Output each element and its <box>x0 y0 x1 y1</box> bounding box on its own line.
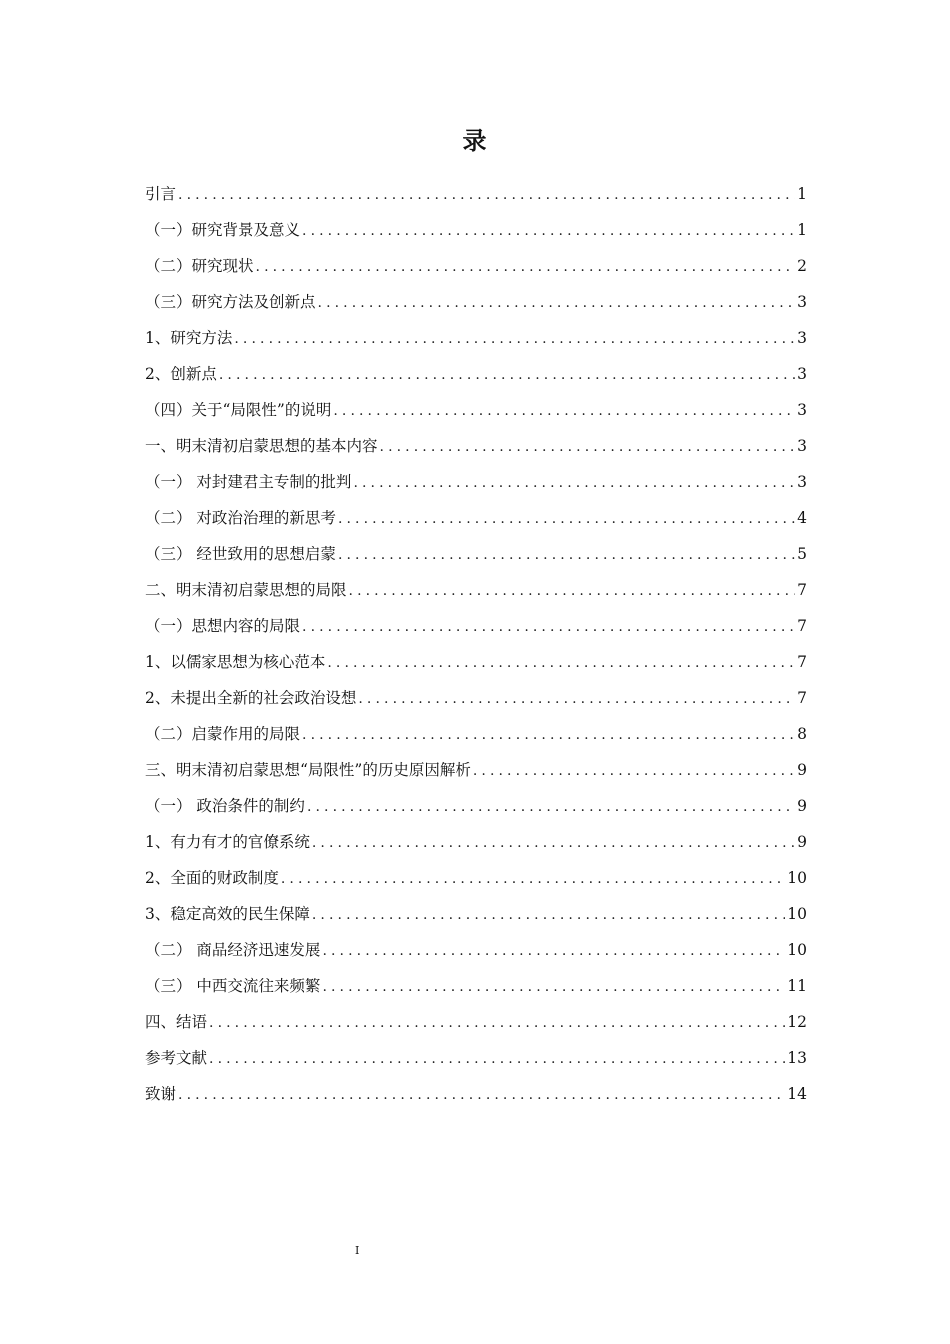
toc-entry-label: （二）研究现状 <box>145 257 254 275</box>
toc-entry[interactable] <box>145 968 807 1004</box>
toc-leader-dots <box>281 861 785 897</box>
toc-leader-dots <box>349 573 796 609</box>
toc-entry-page: 7 <box>797 689 807 707</box>
toc-entry[interactable] <box>145 1076 807 1112</box>
toc-entry-label: 致谢 <box>145 1085 177 1103</box>
toc-entry-page: 10 <box>787 869 807 887</box>
toc-entry[interactable] <box>145 932 807 968</box>
toc-entry[interactable] <box>145 608 807 644</box>
toc-entry[interactable] <box>145 536 807 572</box>
toc-entry-page: 7 <box>797 581 807 599</box>
toc-entry-label: （二）启蒙作用的局限 <box>145 725 301 743</box>
toc-entry-label: （二） 对政治治理的新思考 <box>145 509 336 527</box>
toc-entry[interactable] <box>145 788 807 824</box>
toc-entry-label: 四、结语 <box>145 1013 208 1031</box>
toc-entry[interactable] <box>145 176 807 212</box>
toc-entry[interactable] <box>145 500 807 536</box>
toc-entry[interactable] <box>145 752 807 788</box>
toc-leader-dots <box>380 429 796 465</box>
toc-entry-label: （一）思想内容的局限 <box>145 617 301 635</box>
toc-entry-label: （一）研究背景及意义 <box>145 221 301 239</box>
toc-entry-label: （二） 商品经济迅速发展 <box>145 941 321 959</box>
toc-entry[interactable] <box>145 1004 807 1040</box>
toc-entry-label: （三）研究方法及创新点 <box>145 293 316 311</box>
toc-entry[interactable] <box>145 284 807 320</box>
toc-entry-page: 3 <box>797 293 807 311</box>
toc-entry[interactable] <box>145 212 807 248</box>
toc-entry[interactable] <box>145 356 807 392</box>
toc-entry-page: 9 <box>797 797 807 815</box>
toc-entry-page: 13 <box>787 1049 807 1067</box>
toc-entry-page: 10 <box>787 941 807 959</box>
toc-leader-dots <box>353 465 795 501</box>
toc-entry[interactable] <box>145 644 807 680</box>
toc-entry-page: 3 <box>797 329 807 347</box>
toc-entry-label: 三、明末清初启蒙思想“局限性”的历史原因解析 <box>145 761 471 779</box>
toc-leader-dots <box>302 213 795 249</box>
toc-leader-dots <box>178 1077 785 1113</box>
toc-leader-dots <box>327 645 795 681</box>
toc-entry-page: 3 <box>797 437 807 455</box>
toc-entry-label: 2、未提出全新的社会政治设想 <box>145 689 357 707</box>
toc-entry-page: 11 <box>787 977 807 995</box>
toc-entry-label: 1、有力有才的官僚系统 <box>145 833 310 851</box>
toc-entry-label: 引言 <box>145 185 177 203</box>
toc-entry-label: （四）关于“局限性”的说明 <box>145 401 332 419</box>
toc-leader-dots <box>307 789 795 825</box>
toc-entry[interactable] <box>145 824 807 860</box>
toc-entry-page: 10 <box>787 905 807 923</box>
toc-entry-page: 4 <box>797 509 807 527</box>
toc-leader-dots <box>302 609 795 645</box>
toc-leader-dots <box>219 357 795 393</box>
toc-entry-page: 9 <box>797 833 807 851</box>
toc-leader-dots <box>312 897 785 933</box>
toc-entry[interactable] <box>145 392 807 428</box>
toc-entry-page: 8 <box>797 725 807 743</box>
toc-entry-page: 3 <box>797 365 807 383</box>
toc-entry-label: 2、全面的财政制度 <box>145 869 279 887</box>
toc-entry-page: 12 <box>787 1013 807 1031</box>
toc-leader-dots <box>178 177 795 213</box>
toc-entry-page: 14 <box>787 1085 807 1103</box>
toc-entry-label: （三） 中西交流往来频繁 <box>145 977 321 995</box>
toc-leader-dots <box>338 501 795 537</box>
toc-entry[interactable] <box>145 464 807 500</box>
toc-leader-dots <box>322 969 785 1005</box>
toc-entry[interactable] <box>145 716 807 752</box>
toc-entry-page: 2 <box>797 257 807 275</box>
toc-entry-page: 5 <box>797 545 807 563</box>
toc-entry[interactable] <box>145 428 807 464</box>
toc-entry-label: （三） 经世致用的思想启蒙 <box>145 545 336 563</box>
toc-leader-dots <box>302 717 795 753</box>
toc-entry[interactable] <box>145 680 807 716</box>
toc-entry-label: 参考文献 <box>145 1049 208 1067</box>
toc-entry-page: 1 <box>797 221 807 239</box>
toc-entry-page: 7 <box>797 653 807 671</box>
toc-leader-dots <box>333 393 795 429</box>
toc-entry-label: 2、创新点 <box>145 365 217 383</box>
toc-leader-dots <box>312 825 795 861</box>
toc-entry-page: 3 <box>797 401 807 419</box>
toc-entry[interactable] <box>145 320 807 356</box>
toc-entry-page: 7 <box>797 617 807 635</box>
toc-leader-dots <box>318 285 796 321</box>
toc-entry-label: 1、研究方法 <box>145 329 233 347</box>
toc-leader-dots <box>209 1005 785 1041</box>
toc-entry-page: 3 <box>797 473 807 491</box>
toc-leader-dots <box>338 537 795 573</box>
toc-entry-label: 一、明末清初启蒙思想的基本内容 <box>145 437 378 455</box>
toc-leader-dots <box>256 249 796 285</box>
toc-entry[interactable] <box>145 248 807 284</box>
toc-leader-dots <box>209 1041 785 1077</box>
toc-leader-dots <box>358 681 795 717</box>
page-title: 录 <box>462 127 488 155</box>
toc-entry-label: （一） 政治条件的制约 <box>145 797 305 815</box>
toc-entry[interactable] <box>145 1040 807 1076</box>
toc-leader-dots <box>322 933 785 969</box>
table-of-contents <box>145 176 807 1112</box>
toc-leader-dots <box>234 321 795 357</box>
toc-entry-label: 1、以儒家思想为核心范本 <box>145 653 326 671</box>
toc-entry[interactable] <box>145 896 807 932</box>
toc-entry-page: 1 <box>797 185 807 203</box>
toc-leader-dots <box>473 753 795 789</box>
page-number: I <box>355 1244 360 1257</box>
toc-entry-label: 3、稳定高效的民生保障 <box>145 905 310 923</box>
toc-entry-label: 二、明末清初启蒙思想的局限 <box>145 581 347 599</box>
toc-entry[interactable] <box>145 860 807 896</box>
toc-entry[interactable] <box>145 572 807 608</box>
toc-entry-label: （一） 对封建君主专制的批判 <box>145 473 352 491</box>
toc-entry-page: 9 <box>797 761 807 779</box>
